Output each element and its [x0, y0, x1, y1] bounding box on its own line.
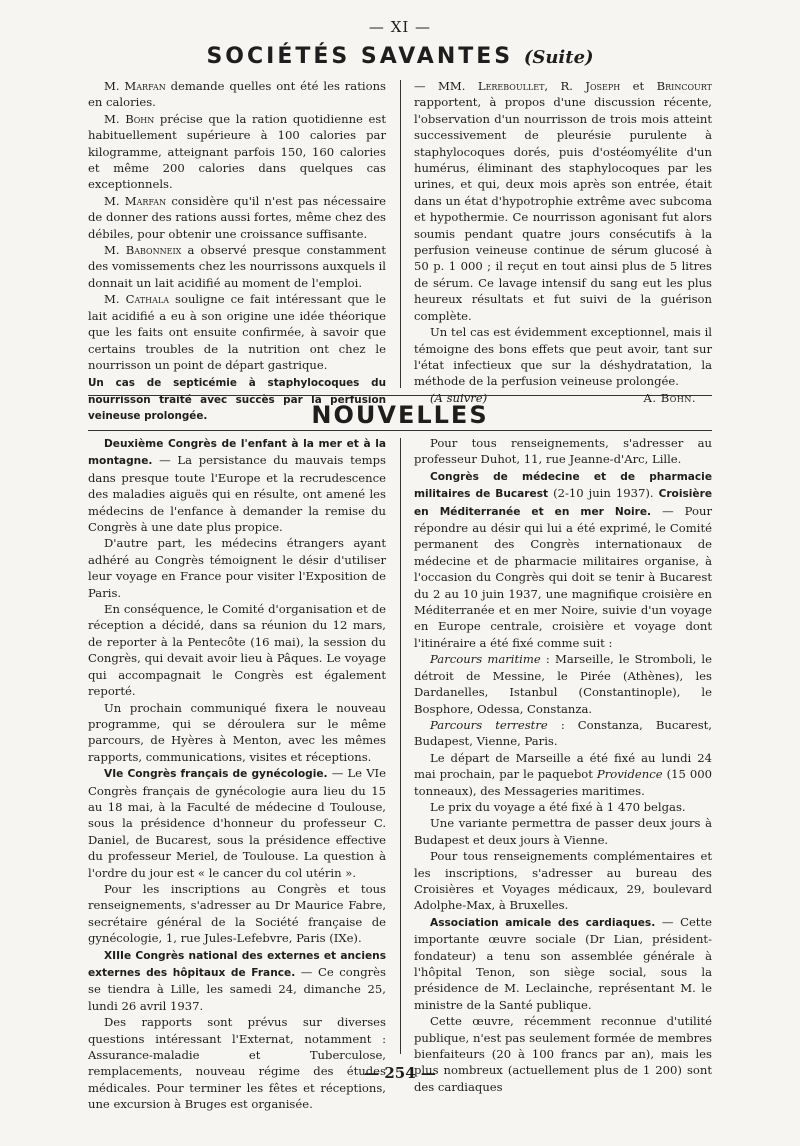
paragraph: Pour les inscriptions au Congrès et tous renseignements, s'adresser au Dr Maurice Fabre, secrétaire général de la Société française de gynécologie, 1, rue Jules-Lefebvre, Paris (IXe). [88, 881, 386, 946]
paragraph: D'autre part, les médecins étrangers ayant adhéré au Congrès témoignent le désir d'utiliser leur voyage en France pour visiter l'Exposition de Paris. [88, 536, 386, 600]
page-roman-numeral: — XI — [368, 18, 432, 36]
news-item: Congrès de médecine et de pharmacie militaires de Bucarest (2-10 juin 1937). Croisière en Méditerranée et en mer Noire. — Pour répondre au désir qui lui a été exprimé, le Comité permanent des Congrès internationaux de médecine et de pharmacie militaires organise, à l'occasion du Congrès qui doit se tenir à Bucarest du 2 au 10 juin 1937, une magnifique croisière en Méditerranée et en mer Noire, suivie d'un voyage en Europe centrale, croisière et voyage dont l'itinéraire a été fixé comme suit : [414, 470, 713, 650]
societes-savantes-title [0, 44, 800, 69]
column-divider [400, 438, 401, 1054]
news-item: Deuxième Congrès de l'enfant à la mer et à la montagne. — La persistance du mauvais temps dans presque toute l'Europe et la recrudescence des maladies aiguës qui en résulte, ont amené les médecins de l'enfance à demander la remise du Congrès à une date plus propice. [88, 438, 386, 535]
paragraph: Le départ de Marseille a été fixé au lundi 24 mai prochain, par le paquebot Providence (15 000 tonneaux), des Messageries maritimes. [414, 750, 712, 798]
paragraph: — MM. Lereboullet, R. Joseph et Brincourt rapportent, à propos d'une discussion récente, l'observation d'un nourrisson de trois mois atteint successivement de pleurésie purulente à staphylocoques dorés, puis d'ostéomyélite d'un humérus, éliminant des staphylocoques par les urines, et qui, deux mois après son entrée, était dans un état d'hypotrophie extrême avec subcoma et hypothermie. Ce nourrisson agonisant fut alors soumis pendant quatre jours consécutifs à la perfusion veineuse continue de sérum glucosé à 50 p. 1 000 ; il reçut en tout ainsi plus de 5 litres de sérum. Ce lavage intensif du sang eut les plus heureux résultats et fut suivi de la guérison complète. [414, 79, 712, 323]
news-item: VIe Congrès français de gynécologie. — Le VIe Congrès français de gynécologie aura lieu du 15 au 18 mai, à la Faculté de médecine d Toulouse, sous la présidence d'honneur du professeur C. Daniel, de Bucarest, sous la présidence effective du professeur Meriel, de Toulouse. La question à l'ordre du jour est « le cancer du col utérin ». [88, 766, 387, 880]
suite-label: (Suite) [523, 47, 594, 68]
author-signature: A. Bohn. [643, 390, 696, 405]
paragraph: Parcours terrestre : Constanza, Bucarest, Budapest, Vienne, Paris. [414, 717, 712, 749]
paragraph: M. Cathala souligne ce fait intéressant que le lait acidifié a eu à son origine une idée théorique que les faits ont ensuite confirmée, à savoir que certains troubles de la nutrition ont chez le nourrisson un point de départ gastrique. [88, 292, 386, 372]
paragraph: En conséquence, le Comité d'organisation et de réception a décidé, dans sa réunion du 12 mars, de reporter à la Pentecôte (16 mai), la session du Congrès, qui devait avoir lieu à Pâques. Le voyage qui accompagnait le Congrès est également reporté. [88, 602, 386, 699]
news-item: Association amicale des cardiaques. — Cette importante œuvre sociale (Dr Lian, président-fondateur) a tenu son assemblée générale à l'hôpital Tenon, son siège social, sous la présidence de M. Leclainche, représentant M. le ministre de la Santé publique. [414, 914, 712, 1012]
nouvelles-title: NOUVELLES [311, 401, 489, 429]
paragraph: Le prix du voyage a été fixé à 1 470 belgas. [430, 799, 686, 814]
paragraph: Une variante permettra de passer deux jours à Budapest et deux jours à Vienne. [414, 816, 712, 847]
paragraph: Parcours maritime : Marseille, le Stromboli, le détroit de Messine, le Pirée (Athènes), les Dardanelles, Istanbul (Constantinople), le Bosphore, Odessa, Constanza. [414, 652, 712, 716]
paragraph: M. Bohn précise que la ration quotidienne est habituellement supérieure à 100 calories par kilogramme, atteignant parfois 150, 160 calories et même 200 calories dans quelques cas exceptionnels. [88, 111, 387, 192]
page-number: — 254 — [364, 1064, 436, 1082]
paragraph: M. Marfan considère qu'il n'est pas nécessaire de donner des rations aussi fortes, même chez des débiles, pour obtenir une croissance suffisante. [88, 193, 387, 241]
paragraph: Pour tous renseignements, s'adresser au professeur Duhot, 11, rue Jeanne-d'Arc, Lille. [414, 436, 712, 467]
section-divider [88, 430, 712, 431]
column-divider [400, 80, 401, 388]
nouvelles-left-column [88, 435, 386, 1113]
societes-left-column [88, 78, 386, 425]
societes-right-column [414, 78, 712, 406]
paragraph: Des rapports sont prévus sur diverses questions intéressant l'Externat, notamment : Assurance-maladie et Tuberculose, remplacements, nouveau régime des études médicales. Pour terminer les fêtes et réceptions, une excursion à Bruges est organisée. [88, 1015, 386, 1112]
a-suivre: (A suivre) [430, 390, 488, 405]
paragraph: Un tel cas est évidemment exceptionnel, mais il témoigne des bons effets que peut avoir, tant sur l'état infectieux que sur la déshydratation, la méthode de la perfusion veineuse prolongée. [414, 325, 712, 389]
paragraph: M. Marfan demande quelles ont été les rations en calories. [88, 79, 386, 110]
paragraph: M. Babonneix a observé presque constamment des vomissements chez les nourrissons auxquels il donnait un lait acidifié au moment de l'emploi. [88, 243, 387, 290]
societes-title-text: SOCIÉTÉS SAVANTES [206, 44, 514, 69]
paragraph: Pour tous renseignements complémentaires et les inscriptions, s'adresser au bureau des Croisières et Voyages médicaux, 29, boulevard Adolphe-Max, à Bruxelles. [414, 849, 712, 913]
paragraph: Cette œuvre, récemment reconnue d'utilité publique, n'est pas seulement formée de membres bienfaiteurs (20 à 100 francs par an), mais les plus nombreux (actuellement plus de 1 200) sont des cardiaques [414, 1014, 712, 1094]
section-divider [88, 395, 712, 396]
news-item: XIIIe Congrès national des externes et anciens externes des hôpitaux de France. — Ce congrès se tiendra à Lille, les samedi 24, dimanche 25, lundi 26 avril 1937. [88, 949, 386, 1013]
case-heading: Un cas de septicémie à staphylocoques du nourrisson traité avec succès par la perfusion veineuse prolongée. [88, 377, 386, 423]
nouvelles-right-column [414, 435, 712, 1095]
paragraph: Un prochain communiqué fixera le nouveau programme, qui se déroulera sur le même parcours, de Hyères à Menton, avec les mêmes rapports, communications, visites et réceptions. [88, 700, 386, 764]
